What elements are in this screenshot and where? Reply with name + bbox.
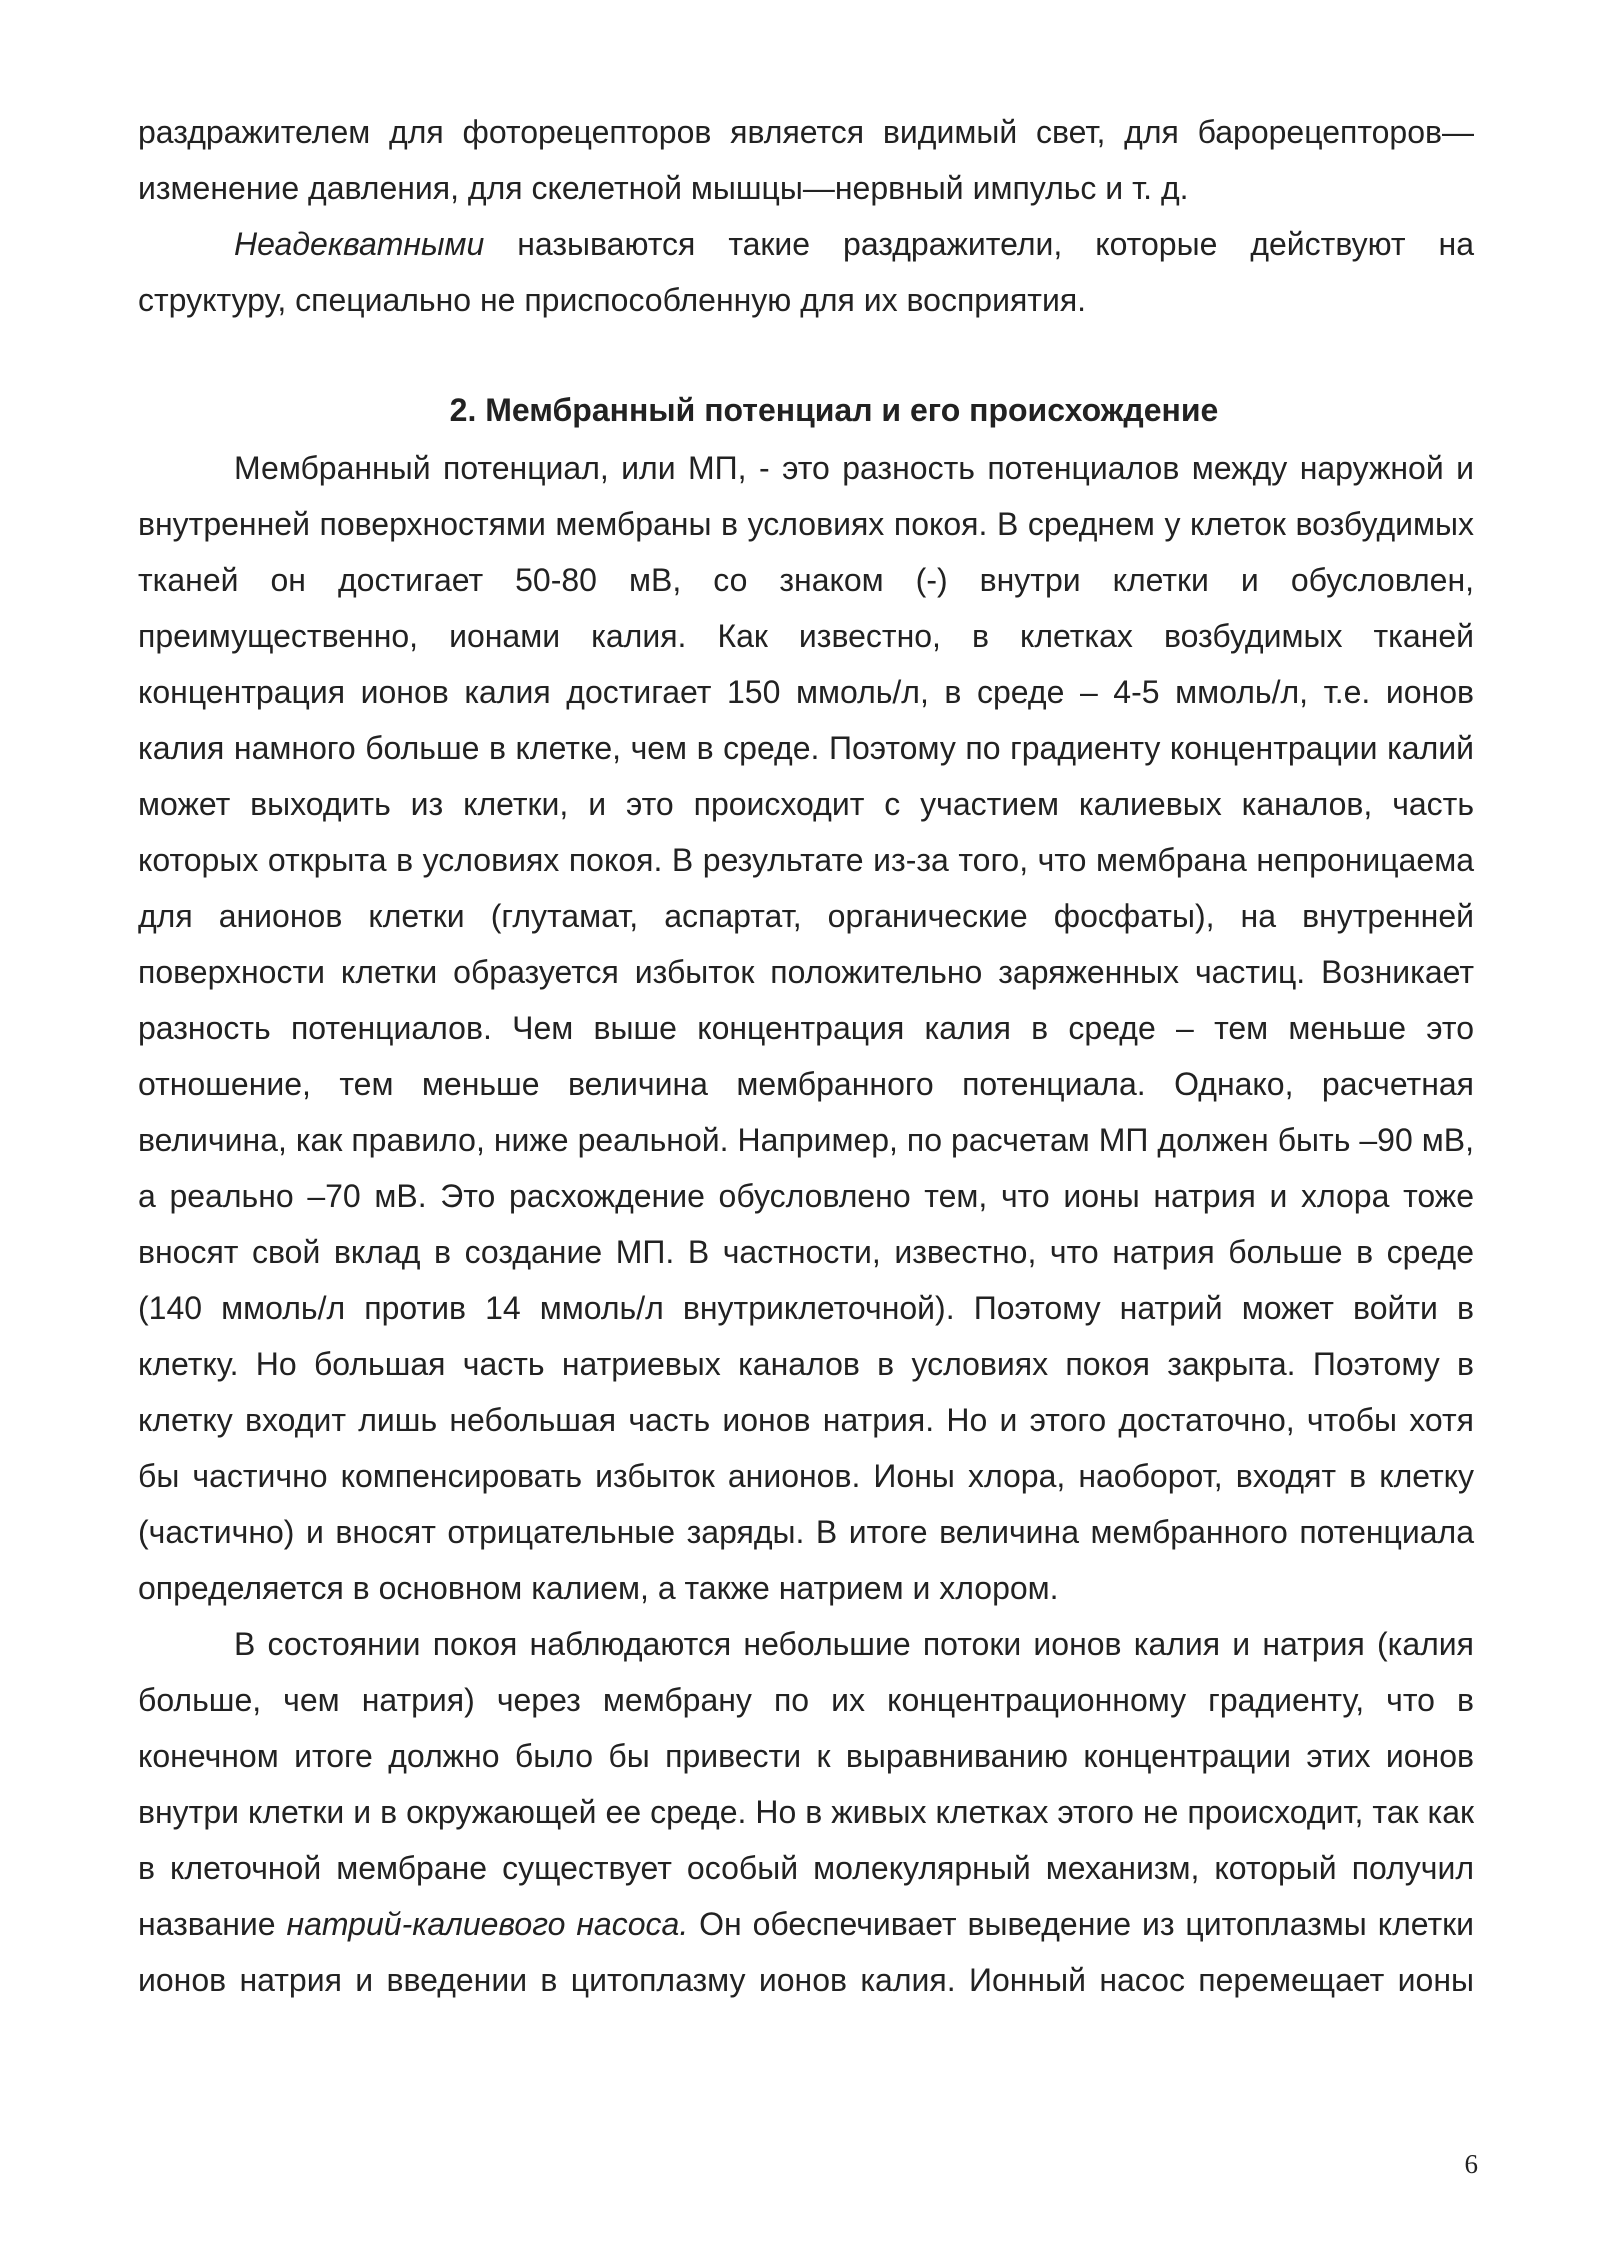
page-number: 6 [1464,2149,1478,2179]
paragraph-resting-state [138,1616,1474,2008]
paragraph-inadequate-text: называются такие раздражители, которые действуют на структуру, специально не приспособленную для их восприятия. [138,226,1474,318]
paragraph-continuation: раздражителем для фоторецепторов является видимый свет, для барорецепторов— изменение давления, для скелетной мышцы—нервный импульс и т. д. [138,114,1474,206]
italic-term-inadequate: Неадекватными [234,226,485,262]
paragraph-resting-text-after: Он обеспечивает выведение из цитоплазмы клетки ионов натрия и введении в цитоплазму ионов калия. Ионный насос перемещает ионы [138,1906,1475,1998]
paragraph-resting-text-before: В состоянии покоя наблюдаются небольшие потоки ионов калия и натрия (калия больше, чем натрия) через мембрану по их концентрационному градиенту, что в конечном итоге должно было бы привести к выравниванию концентрации этих ионов внутри клетки и в окружающей ее среде. Но в живых клетках этого не происходит, так как в клеточной мембране существует особый молекулярный механизм, который получил название [138,1626,1474,1942]
paragraph-inadequate-stimuli [138,216,1474,328]
document-body [138,104,1474,2008]
section-heading: 2. Мембранный потенциал и его происхождение [449,392,1219,428]
paragraph-membrane-potential: Мембранный потенциал, или МП, - это разность потенциалов между наружной и внутренней поверхностями мембраны в условиях покоя. В среднем у клеток возбудимых тканей он достигает 50-80 мВ, со знаком (-) внутри клетки и обусловлен, преимущественно, ионами калия. Как известно, в клетках возбудимых тканей концентрация ионов калия достигает 150 ммоль/л, в среде – 4-5 ммоль/л, т.е. ионов калия намного больше в клетке, чем в среде. Поэтому по градиенту концентрации калий может выходить из клетки, и это происходит с участием калиевых каналов, часть которых открыта в условиях покоя. В результате из-за того, что мембрана непроницаема для анионов клетки (глутамат, аспартат, органические фосфаты), на внутренней поверхности клетки образуется избыток положительно заряженных частиц. Возникает разность потенциалов. Чем выше концентрация калия в среде – тем меньше это отношение, тем меньше величина мембранного потенциала. Однако, расчетная величина, как правило, ниже реальной. Например, по расчетам МП должен быть –90 мВ, а реально –70 мВ. Это расхождение обусловлено тем, что ионы натрия и хлора тоже вносят свой вклад в создание МП. В частности, известно, что натрия больше в среде (140 ммоль/л против 14 ммоль/л внутриклеточной). Поэтому натрий может войти в клетку. Но большая часть натриевых каналов в условиях покоя закрыта. Поэтому в клетку входит лишь небольшая часть ионов натрия. Но и этого достаточно, чтобы хотя бы частично компенсировать избыток анионов. Ионы хлора, наоборот, входят в клетку (частично) и вносят отрицательные заряды. В итоге величина мембранного потенциала определяется в основном калием, а также натрием и хлором. [138,450,1474,1606]
italic-term-sodium-potassium-pump: натрий-калиевого насоса. [286,1906,689,1942]
